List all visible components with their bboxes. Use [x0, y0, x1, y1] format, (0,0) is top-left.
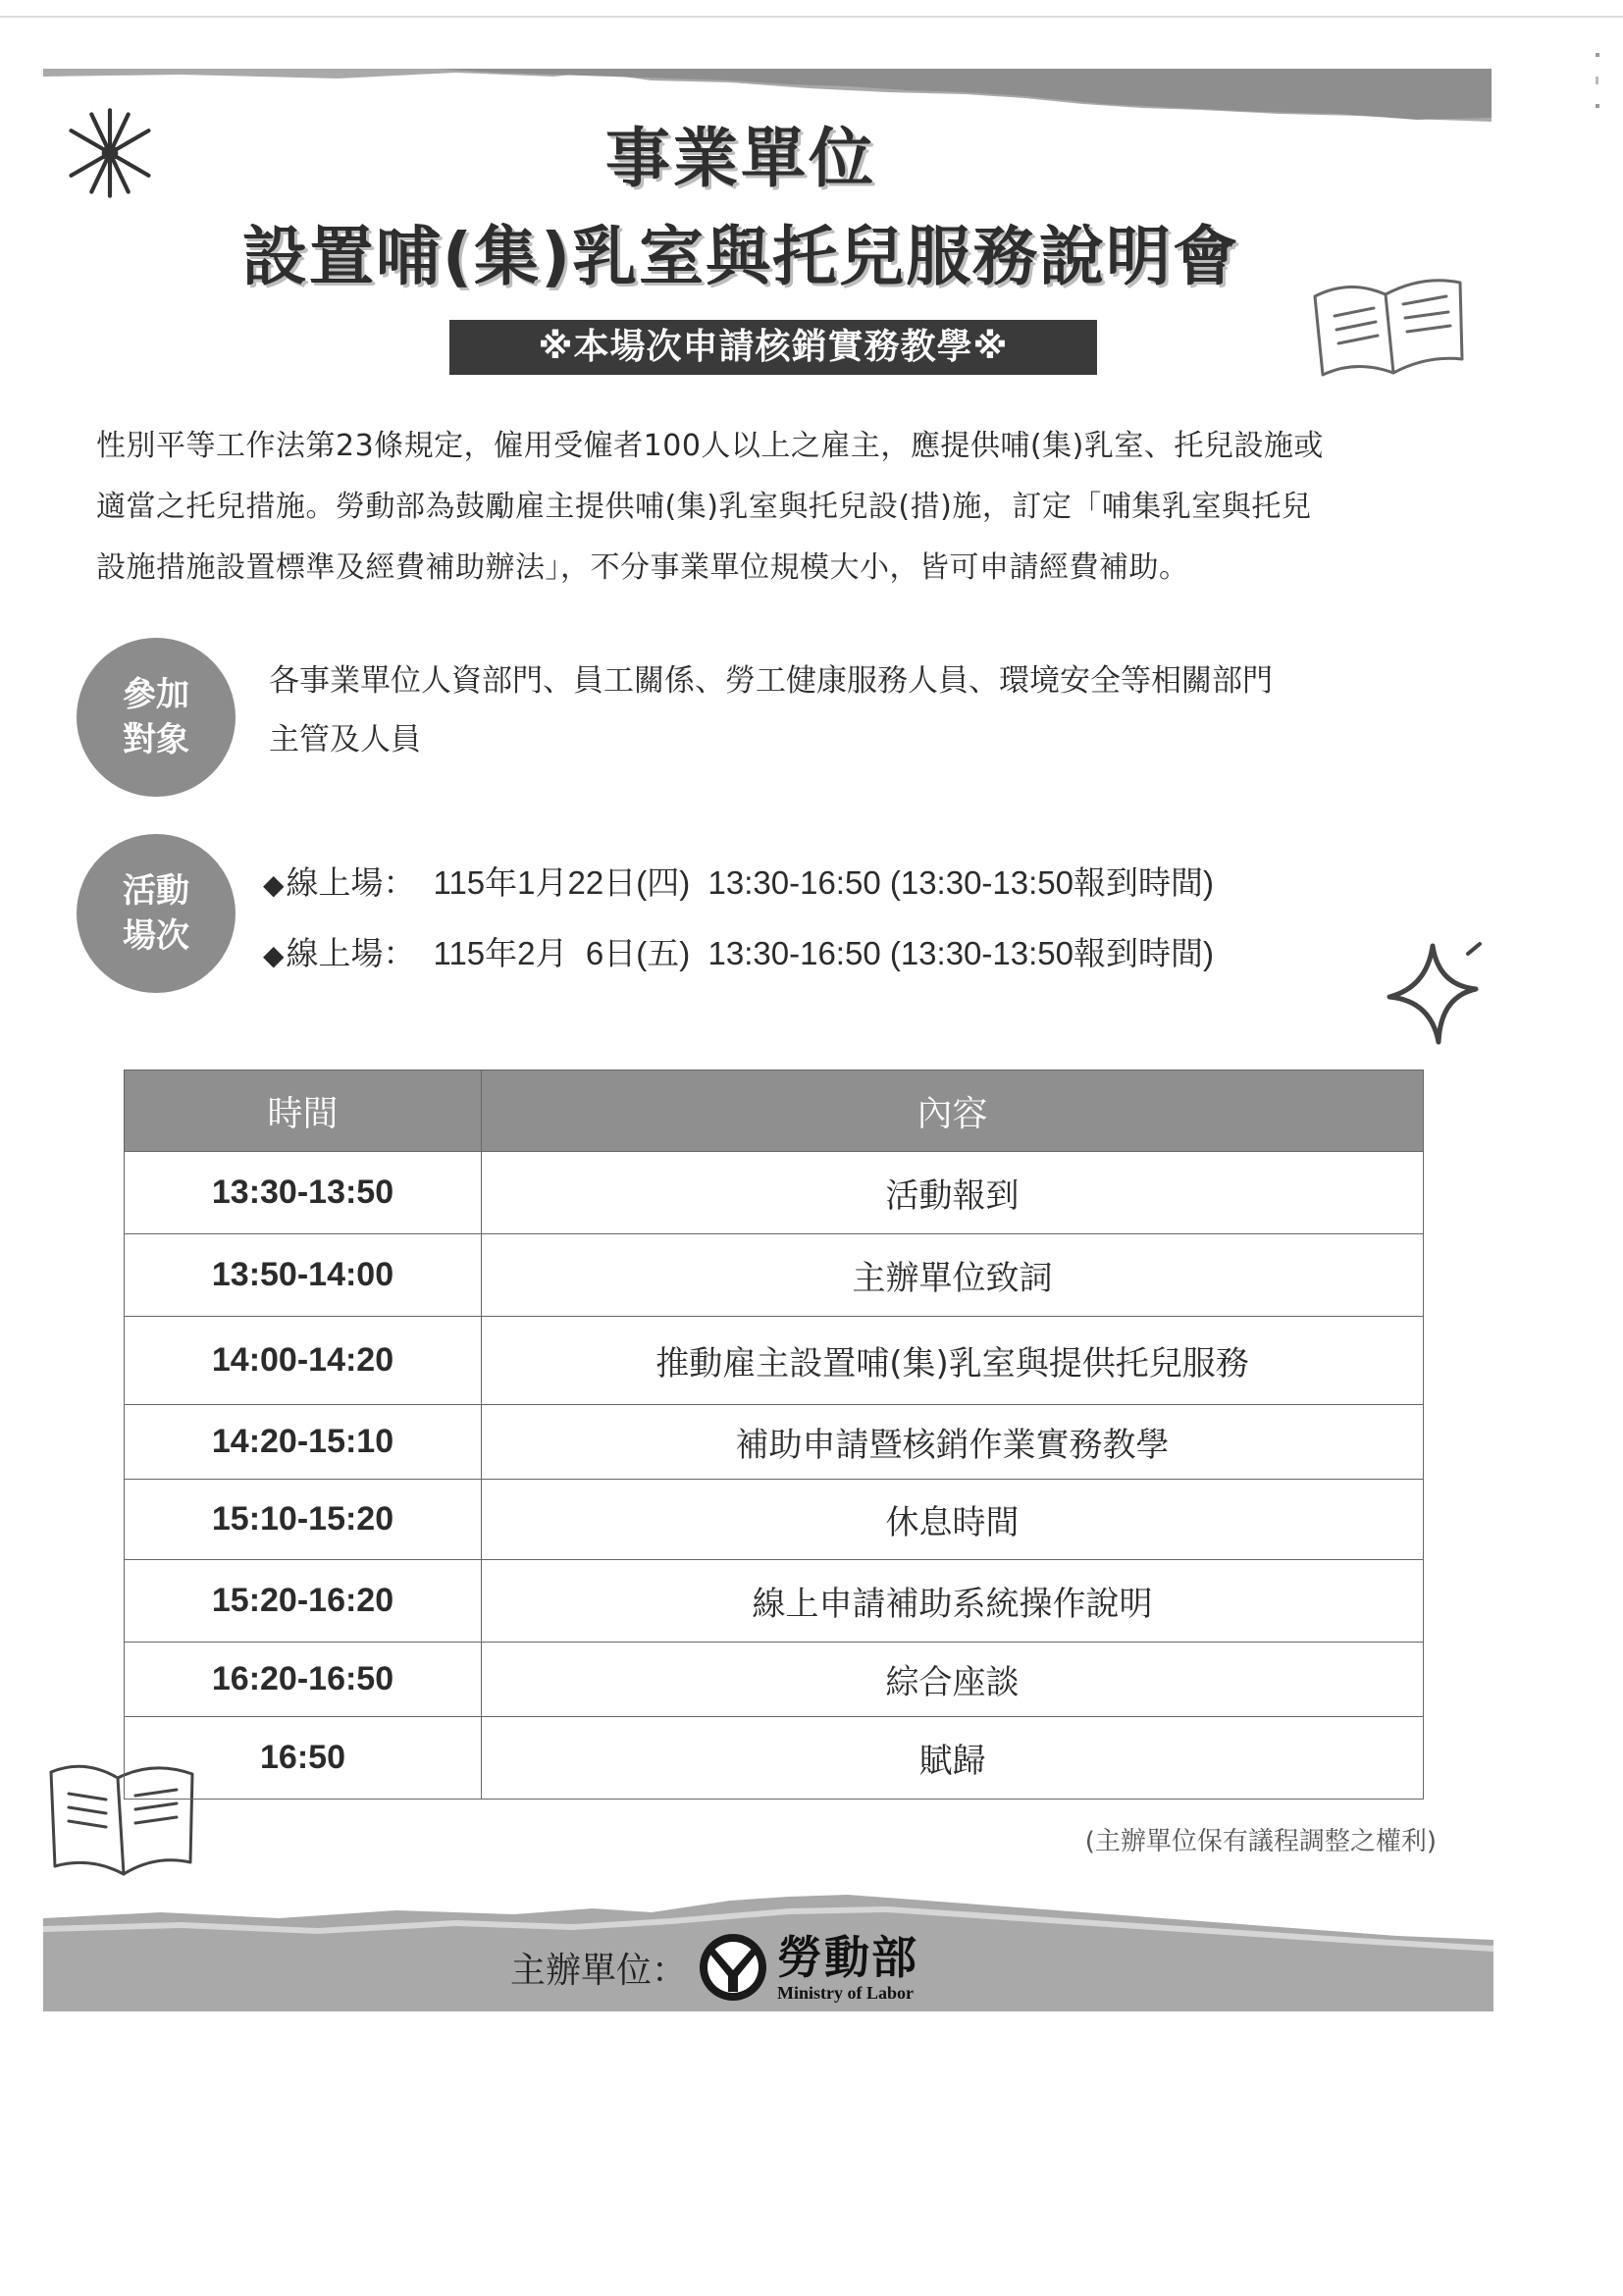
table-row: [125, 1480, 1424, 1560]
audience-badge-line2: 對象: [123, 720, 189, 759]
agenda-time: 13:30-13:50: [125, 1152, 482, 1234]
agenda-content: 休息時間: [482, 1480, 1424, 1560]
table-row: [125, 1560, 1424, 1643]
scan-edge-marks: [1596, 53, 1599, 108]
agenda-note: (主辦單位保有議程調整之權利): [1084, 1827, 1437, 1856]
sessions-badge: [77, 834, 236, 993]
agenda-time: 15:10-15:20: [125, 1480, 482, 1560]
audience-text: [269, 652, 1446, 769]
table-row: [125, 1717, 1424, 1800]
session-detail: 115年1月22日(四) 13:30-16:50 (13:30-13:50報到時間): [433, 864, 1214, 901]
organizer-label: 主辦單位：: [510, 1950, 688, 1991]
organizer-name-block: [777, 1932, 918, 2003]
session-label: 線上場：: [286, 934, 416, 972]
diamond-bullet-icon: ◆: [263, 939, 285, 971]
table-row: [125, 1405, 1424, 1480]
agenda-header-time: 時間: [125, 1070, 482, 1152]
agenda-content: 活動報到: [482, 1152, 1424, 1234]
table-row: [125, 1234, 1424, 1317]
agenda-content: 賦歸: [482, 1717, 1424, 1800]
session-item: [263, 928, 1214, 974]
agenda-time: 16:20-16:50: [125, 1643, 482, 1717]
audience-line: 主管及人員: [269, 722, 421, 757]
agenda-header-row: [125, 1070, 1424, 1152]
agenda-time: 14:20-15:10: [125, 1405, 482, 1480]
session-item: [263, 858, 1214, 904]
agenda-time: 15:20-16:20: [125, 1560, 482, 1643]
organizer-name-en: Ministry of Labor: [777, 1983, 915, 2003]
audience-badge-line1: 參加: [123, 675, 189, 714]
table-row: [125, 1317, 1424, 1405]
table-row: [125, 1152, 1424, 1234]
subtitle-banner: ※本場次申請核銷實務教學※: [449, 320, 1097, 375]
session-label: 線上場：: [286, 863, 416, 902]
intro-line: 設施措施設置標準及經費補助辦法」，不分事業單位規模大小，皆可申請經費補助。: [96, 550, 1189, 585]
agenda-content: 主辦單位致詞: [482, 1234, 1424, 1317]
page-title-line1: 事業單位: [605, 121, 876, 196]
table-row: [125, 1643, 1424, 1717]
intro-line: 適當之托兒措施。勞動部為鼓勵雇主提供哺(集)乳室與托兒設(措)施，訂定「哺集乳室與托兒: [96, 490, 1312, 524]
sessions-badge-line1: 活動: [123, 871, 189, 911]
star-outline-icon: [1382, 940, 1488, 1052]
agenda-time: 16:50: [125, 1717, 482, 1800]
intro-paragraph: [96, 416, 1470, 599]
agenda-header-content: 內容: [482, 1070, 1424, 1152]
diamond-bullet-icon: ◆: [263, 868, 285, 901]
sessions-badge-line2: 場次: [123, 916, 189, 956]
organizer: [510, 1923, 918, 2011]
audience-line: 各事業單位人資部門、員工關係、勞工健康服務人員、環境安全等相關部門: [269, 663, 1273, 699]
audience-badge: [77, 638, 236, 797]
agenda-time: 14:00-14:20: [125, 1317, 482, 1405]
agenda-content: 推動雇主設置哺(集)乳室與提供托兒服務: [482, 1317, 1424, 1405]
session-detail: 115年2月 6日(五) 13:30-16:50 (13:30-13:50報到時間): [433, 935, 1214, 971]
organizer-name-zh: 勞動部: [777, 1931, 919, 1984]
intro-line: 性別平等工作法第23條規定，僱用受僱者100人以上之雇主，應提供哺(集)乳室、托兒設施或: [96, 429, 1324, 463]
agenda-content: 線上申請補助系統操作說明: [482, 1560, 1424, 1643]
ministry-logo-icon: [697, 1931, 769, 2004]
page-top-border: [0, 16, 1623, 18]
agenda-content: 補助申請暨核銷作業實務教學: [482, 1405, 1424, 1480]
page-title-line2: 設置哺(集)乳室與托兒服務說明會: [241, 219, 1240, 294]
agenda-table: [124, 1070, 1424, 1800]
agenda-content: 綜合座談: [482, 1643, 1424, 1717]
agenda-time: 13:50-14:00: [125, 1234, 482, 1317]
